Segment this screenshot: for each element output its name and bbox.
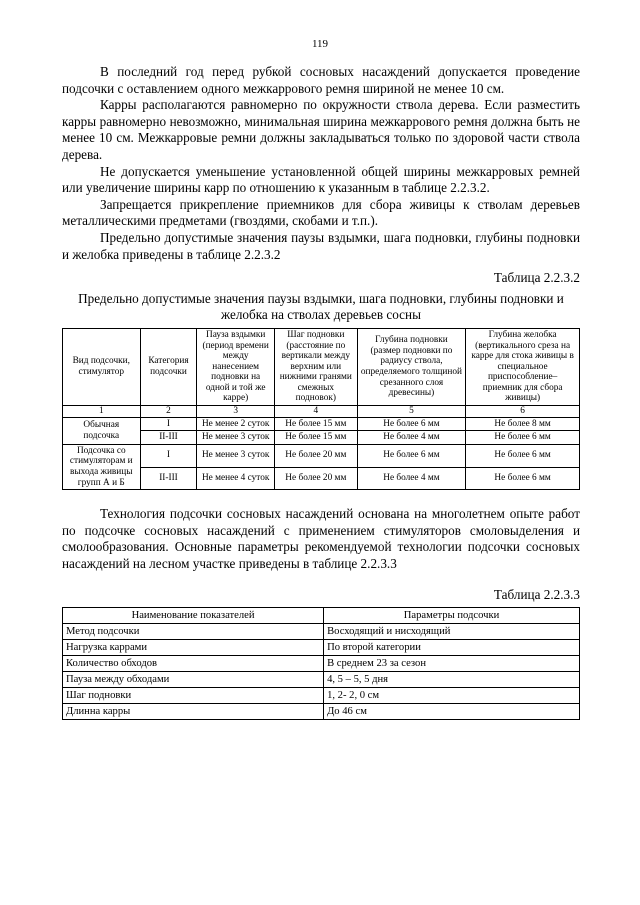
column-number: 3 [197,406,275,418]
table-cell: Восходящий и нисходящий [324,624,580,640]
group-name-cell: Обычная подсочка [63,417,141,444]
limits-table [62,328,580,490]
table-cell: Метод подсочки [63,624,324,640]
table-cell: Не менее 3 суток [197,431,275,445]
paragraph: Технология подсочки сосновых насаждений основана на многолетнем опыте работ по подсочке сосновых насаждений с применением стимуляторов смоловыделения и смолообразования. Основные параметры рекомендуемой технологии подсочки сосновых насаждений на лесном участке приведены в таблице 2.2.3.3 [62,506,580,571]
table-cell: II-III [140,431,197,445]
column-number: 1 [63,406,141,418]
table-cell: Не более 8 мм [466,417,580,431]
table-row [63,417,580,431]
table-row [63,467,580,490]
column-number: 2 [140,406,197,418]
paragraph: Карры располагаются равномерно по окружности ствола дерева. Если разместить карры равномерно невозможно, минимальная ширина межкаррового ремня должна быть не менее 10 см. Межкарровые ремни должны закладываться только по здоровой части ствола дерева. [62,97,580,162]
table-header-cell: Шаг подновки (расстояние по вертикали между верхним или нижними гранями смежных подновок) [274,328,357,405]
table-cell: Не более 4 мм [357,431,466,445]
column-number: 6 [466,406,580,418]
table-row [63,672,580,688]
table-cell: Не более 6 мм [357,417,466,431]
table-cell: Количество обходов [63,656,324,672]
table-row [63,640,580,656]
table-cell: 4, 5 – 5, 5 дня [324,672,580,688]
table-header-cell: Наименование показателей [63,608,324,624]
table-header-cell: Вид подсочки, стимулятор [63,328,141,405]
table-cell: Не более 15 мм [274,417,357,431]
table-cell: I [140,417,197,431]
table-header-cell: Глубина желобка (вертикального среза на карре для стока живицы в специальное приспособление– приемник для сбора живицы) [466,328,580,405]
table-row [63,688,580,704]
column-number: 5 [357,406,466,418]
table-cell: Нагрузка каррами [63,640,324,656]
paragraph: В последний год перед рубкой сосновых насаждений допускается проведение подсочки с оставлением одного межкаррового ремня шириной не менее 10 см. [62,64,580,96]
column-number: 4 [274,406,357,418]
table-caption: Таблица 2.2.3.2 [493,270,580,286]
table-cell: Не более 4 мм [357,467,466,490]
table-row [63,624,580,640]
table-row [63,704,580,720]
parameters-table [62,607,580,720]
table-cell: Не менее 2 суток [197,417,275,431]
group-name-cell: Подсочка со стимуляторам и выхода живицы групп А и Б [63,444,141,489]
table-cell: Не менее 3 суток [197,444,275,467]
paragraph: Предельно допустимые значения паузы вздымки, шага подновки, глубины подновки и желобка приведены в таблице 2.2.3.2 [62,229,580,262]
table-cell: По второй категории [324,640,580,656]
table-header-row [63,608,580,624]
table-header-row [63,328,580,405]
table-cell: Не более 6 мм [466,431,580,445]
table-header-cell: Категория подсочки [140,328,197,405]
table-header-cell: Глубина подновки (размер подновки по радиусу ствола, определяемого толщиной срезанного слоя древесины) [357,328,466,405]
table-cell: До 46 см [324,704,580,720]
table-row [63,431,580,445]
document-body [62,64,580,720]
table-cell: Шаг подновки [63,688,324,704]
table-cell: Не более 6 мм [466,467,580,490]
table-header-cell: Параметры подсочки [324,608,580,624]
page-number: 119 [311,38,329,50]
table-cell: Пауза между обходами [63,672,324,688]
table-title: Предельно допустимые значения паузы вздымки, шага подновки, глубины подновки и желобка на стволах деревьев сосны [78,290,564,323]
table-cell: В среднем 23 за сезон [324,656,580,672]
table-cell: Не более 20 мм [274,444,357,467]
table-cell: Не менее 4 суток [197,467,275,490]
table-cell: Длинна карры [63,704,324,720]
table-cell: 1, 2- 2, 0 см [324,688,580,704]
table-cell: II-III [140,467,197,490]
table-cell: Не более 6 мм [357,444,466,467]
table-header-cell: Пауза вздымки (период времени между нанесением подновки на одной и той же карре) [197,328,275,405]
table-cell: Не более 20 мм [274,467,357,490]
table-cell: Не более 6 мм [466,444,580,467]
table-cell: I [140,444,197,467]
table-caption: Таблица 2.2.3.3 [493,586,580,602]
table-row [63,444,580,467]
paragraph: Не допускается уменьшение установленной общей ширины межкарровых ремней или увеличение ширины карр по отношению к указанным в таблице 2.2.3.2. [62,163,580,196]
column-number-row [63,406,580,418]
table-row [63,656,580,672]
table-cell: Не более 15 мм [274,431,357,445]
paragraph: Запрещается прикрепление приемников для сбора живицы к стволам деревьев металлическими предметами (гвоздями, скобами и т.п.). [62,196,580,229]
